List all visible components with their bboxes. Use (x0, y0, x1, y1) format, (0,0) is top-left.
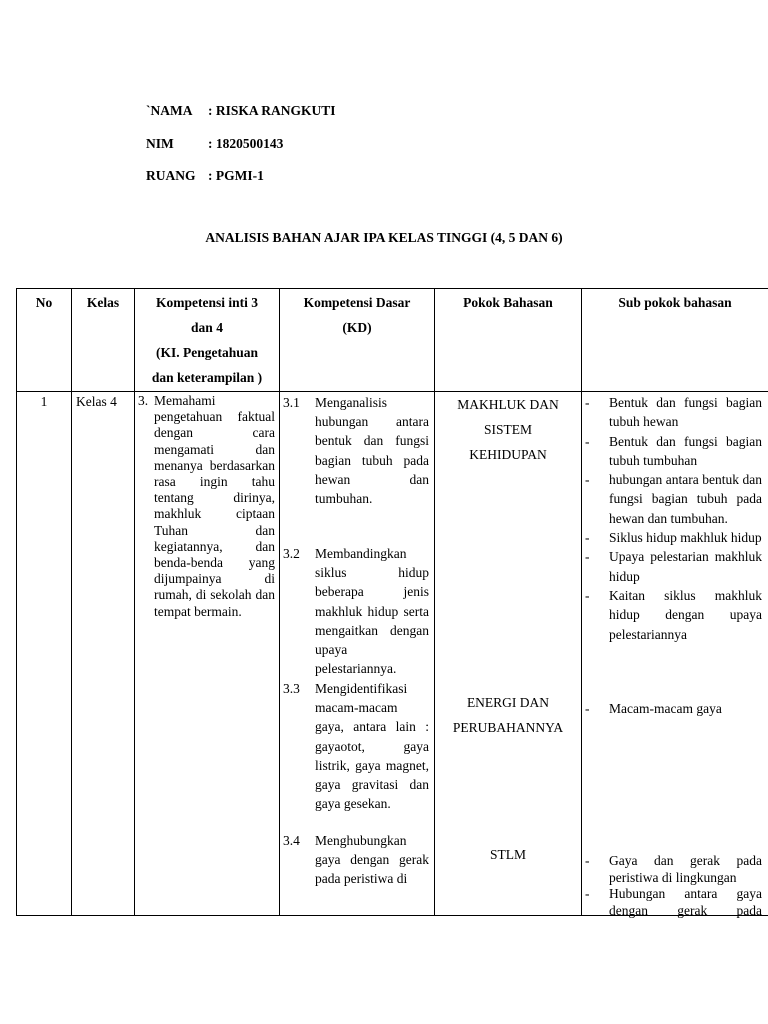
pokok-line: MAKHLUK DAN (457, 397, 559, 412)
nim-label: NIM (146, 136, 174, 151)
pokok-line: STLM (489, 847, 526, 862)
kd-text: Membandingkan siklus hidup beberapa jenis makhluk hidup serta mengaitkan dengan upaya pelestariannya. (315, 546, 429, 677)
list-item: - Bentuk dan fungsi bagian tubuh tumbuhan (585, 433, 762, 468)
sub-list (585, 853, 762, 919)
pokok-line: ENERGI DAN (466, 695, 550, 710)
sub-list (585, 393, 762, 644)
pokok-line: PERUBAHANNYA (452, 720, 564, 735)
row-number: 1 (40, 394, 48, 409)
table-row (17, 392, 768, 916)
cell-pokok (435, 392, 582, 916)
list-item: - Bentuk dan fungsi bagian tubuh hewan (585, 395, 762, 430)
list-item: - Kaitan siklus makhluk hidup dengan upaya pelestariannya (585, 587, 762, 642)
kd-number: 3.3 (283, 681, 300, 696)
cell-kd (280, 392, 435, 916)
cell-sub (582, 392, 768, 916)
list-item: - Hubungan antara gaya dengan gerak pada (585, 886, 762, 918)
ki-header-line4: dan keterampilan ) (151, 370, 263, 385)
col-header-ki (135, 289, 280, 392)
list-item: - Gaya dan gerak pada peristiwa di lingkungan (585, 853, 762, 885)
pokok-item (435, 842, 581, 867)
col-header-sub: Sub pokok bahasan (582, 289, 768, 392)
table-header-row (17, 289, 768, 392)
list-item: - hubungan antara bentuk dan fungsi bagian tubuh pada hewan dan tumbuhan. (585, 472, 762, 526)
ruang-line (146, 168, 264, 184)
name-label: `NAMA (146, 103, 193, 118)
kd-text: Menghubungkan gaya dengan gerak pada peristiwa di (315, 833, 429, 887)
list-item: - Macam-macam gaya (585, 701, 722, 716)
kd-header-line1: Kompetensi Dasar (303, 295, 411, 310)
pokok-line: SISTEM (483, 422, 532, 437)
ki-number: 3. (138, 393, 149, 408)
col-header-no: No (17, 289, 72, 392)
list-item: - Upaya pelestarian makhluk hidup (585, 549, 762, 584)
ruang-label: RUANG (146, 168, 196, 183)
kd-number: 3.1 (283, 395, 300, 410)
ki-header-line1: Kompetensi inti 3 (155, 295, 258, 310)
kd-item (283, 544, 429, 678)
kd-item (283, 679, 429, 813)
list-item: - Siklus hidup makhluk hidup (585, 530, 762, 546)
cell-no (17, 392, 72, 916)
kd-item (283, 831, 429, 889)
name-line (146, 103, 336, 119)
kd-header-line2: (KD) (342, 320, 372, 335)
pokok-item (435, 690, 581, 740)
kd-text: Mengidentifikasi macam-macam gaya, antara lain : gayaotot, gaya listrik, gaya magnet, gaya gravitasi dan gaya gesekan. (315, 681, 429, 812)
kd-text: Menganalisis hubungan antara bentuk dan fungsi bagian tubuh pada hewan dan tumbuhan. (315, 395, 429, 507)
col-header-kd (280, 289, 435, 392)
ki-header-line2: dan 4 (191, 320, 223, 335)
kd-number: 3.4 (283, 833, 300, 848)
ki-entry (135, 392, 279, 620)
pokok-item (435, 392, 581, 467)
kd-number: 3.2 (283, 546, 300, 561)
nim-value: : 1820500143 (208, 136, 284, 151)
col-header-kelas: Kelas (72, 289, 135, 392)
col-header-pokok: Pokok Bahasan (435, 289, 582, 392)
ki-header-line3: (KI. Pengetahuan (155, 345, 258, 360)
row-kelas: Kelas 4 (76, 394, 117, 409)
cell-ki (135, 392, 280, 916)
ki-text: Memahami pengetahuan faktual dengan cara mengamati dan menanya berdasarkan rasa ingin tahu tentang dirinya, makhluk ciptaan Tuhan dan kegiatannya, dan benda-benda yang dijumpainya di rumah, di sekolah dan tempat bermain. (154, 393, 275, 619)
kd-item (283, 393, 429, 508)
pokok-line: KEHIDUPAN (469, 447, 547, 462)
document-title: ANALISIS BAHAN AJAR IPA KELAS TINGGI (4, 5 DAN 6) (205, 230, 563, 245)
ruang-value: : PGMI-1 (208, 168, 264, 183)
nim-line (146, 136, 283, 152)
sub-list (585, 699, 762, 718)
analysis-table (16, 288, 768, 916)
cell-kelas (72, 392, 135, 916)
name-value: : RISKA RANGKUTI (208, 103, 336, 118)
